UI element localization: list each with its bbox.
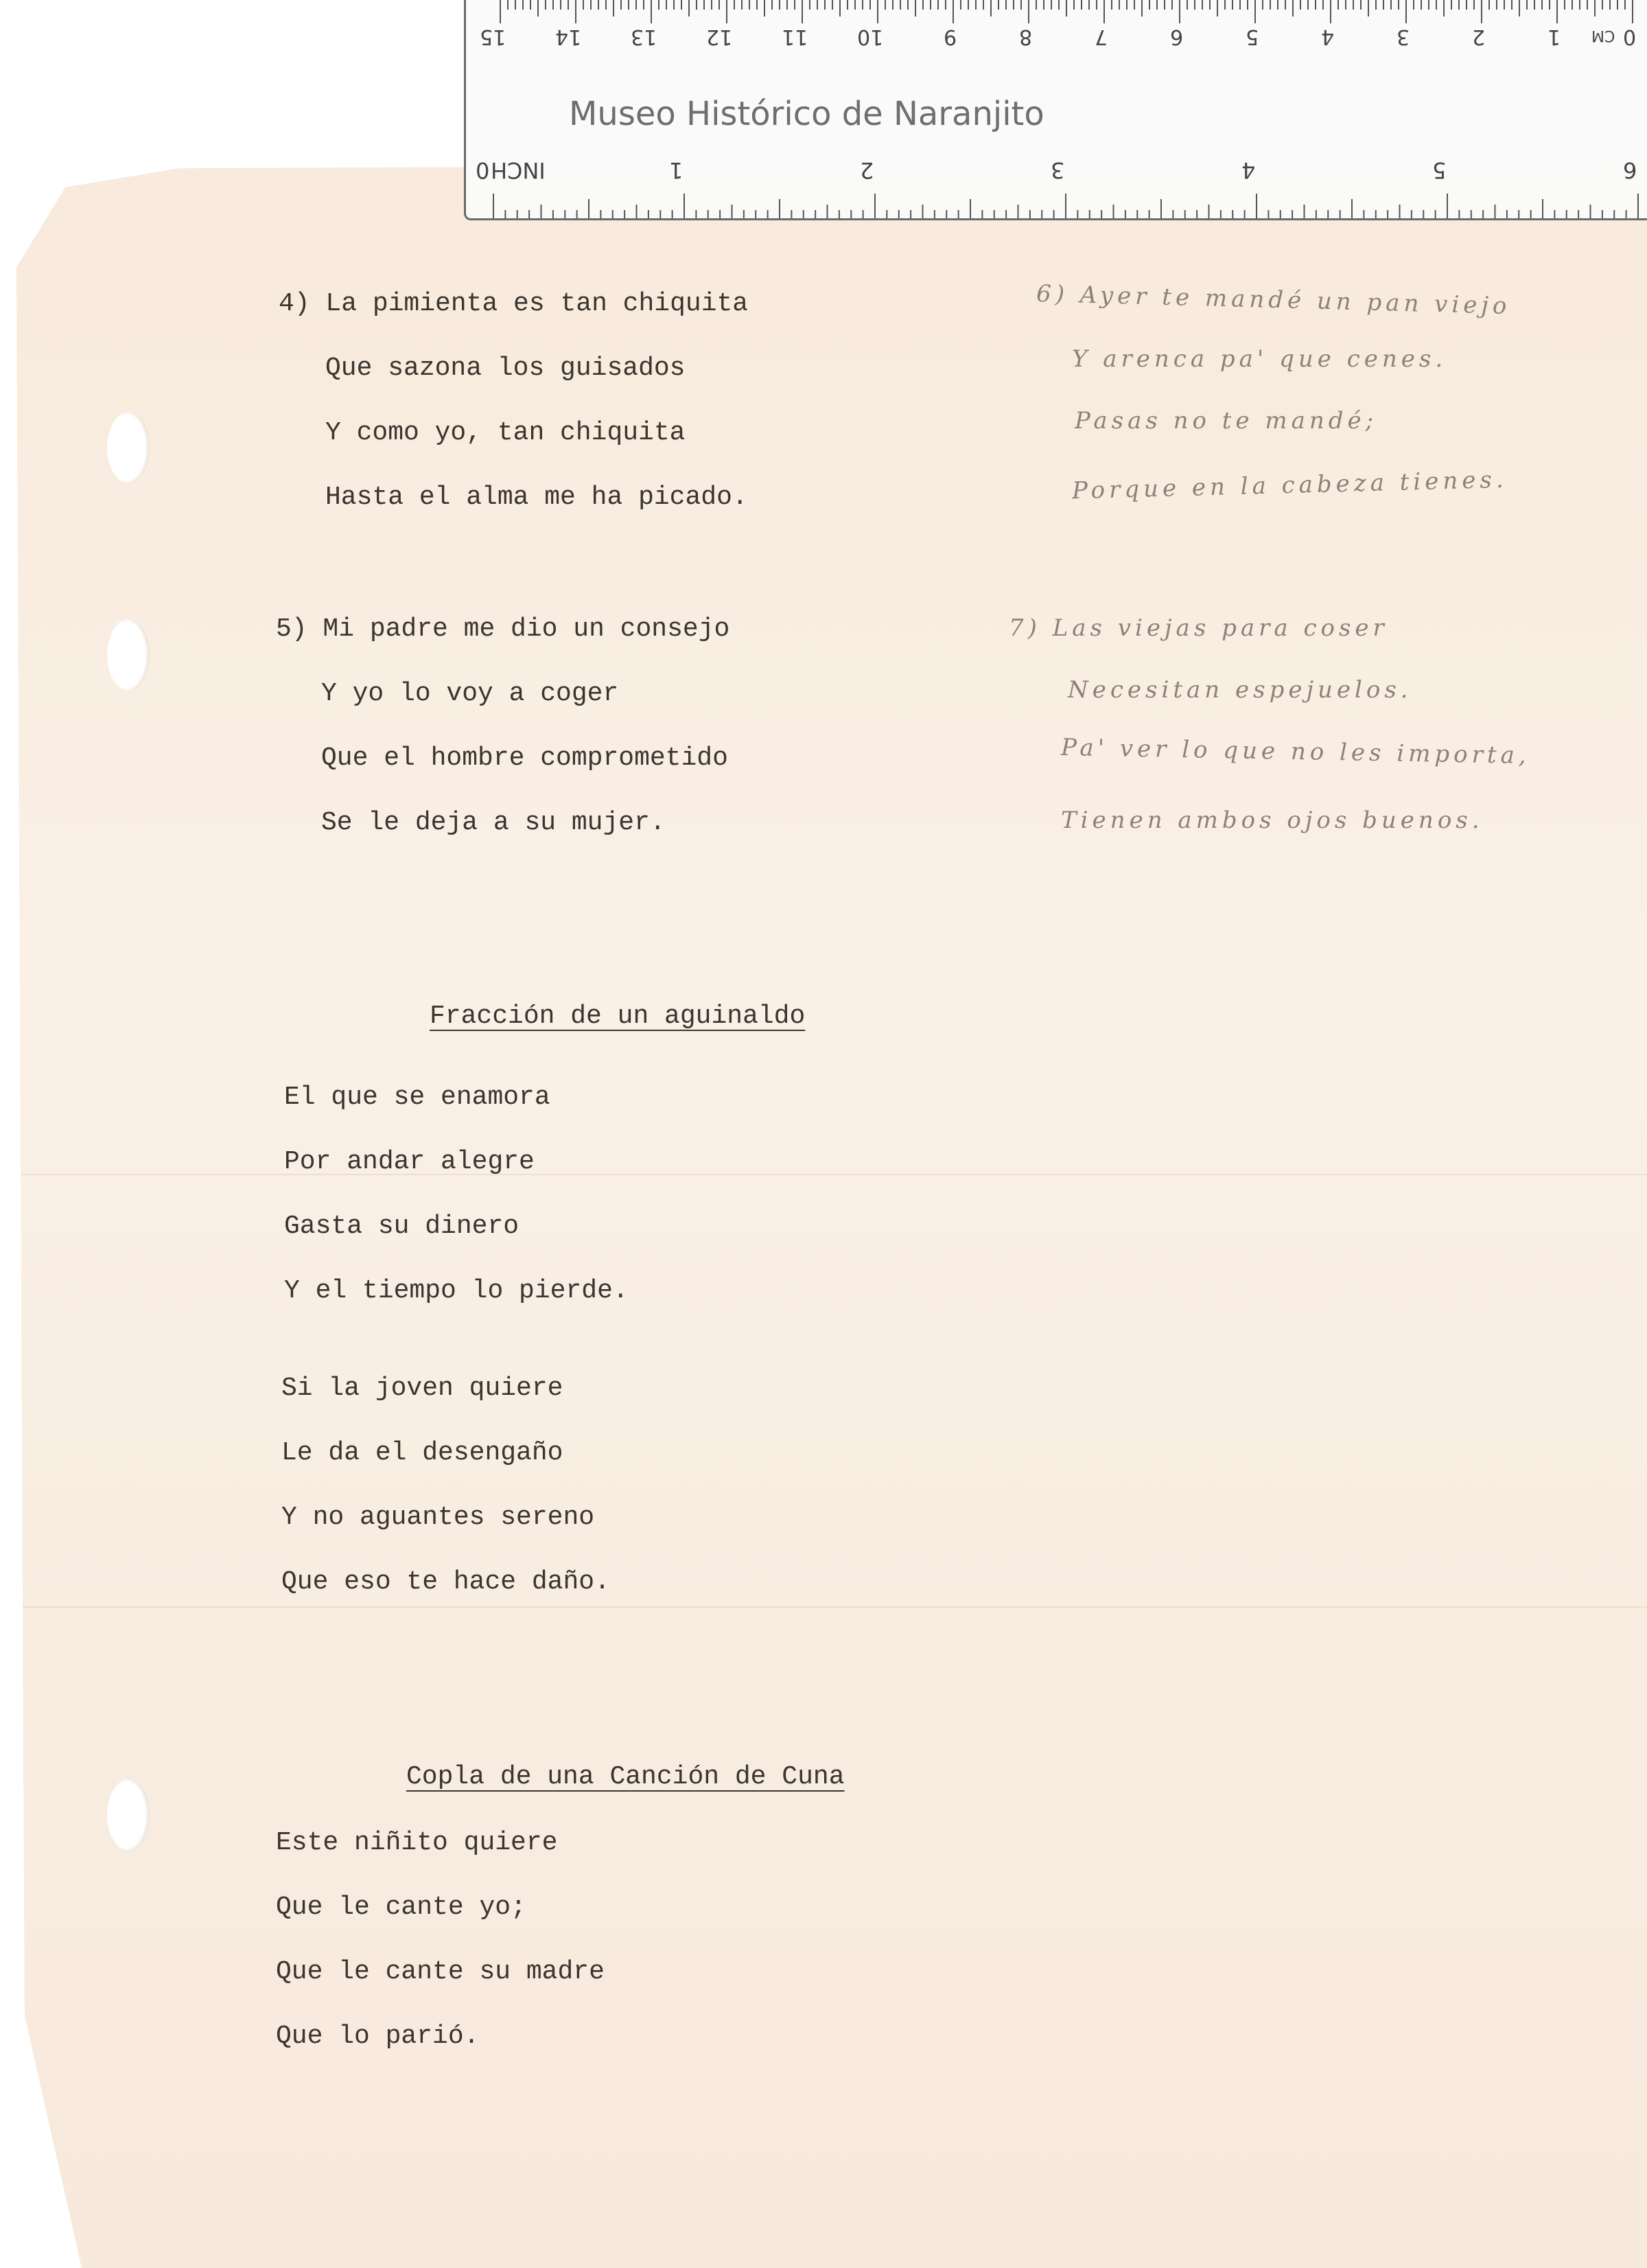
aguinaldo-verse-2-line-1: Si la joven quiere — [281, 1374, 563, 1403]
inch-label-2: 2 — [860, 157, 874, 183]
stanza-4-line-4: Hasta el alma me ha picado. — [325, 483, 748, 512]
aguinaldo-verse-1-line-1: El que se enamora — [284, 1083, 550, 1112]
aguinaldo-verse-1-line-3: Gasta su dinero — [284, 1212, 519, 1241]
handwritten-stanza-6-line-1: 6) Ayer te mandé un pan viejo — [1036, 279, 1511, 321]
inch-label-0: 0 — [476, 157, 490, 183]
stanza-4-line-3: Y como yo, tan chiquita — [325, 418, 686, 448]
cm-label-5: 5 — [1246, 25, 1259, 49]
inch-unit-label: INCH — [491, 157, 546, 183]
handwritten-stanza-7-line-1: 7) Las viejas para coser — [1009, 614, 1388, 642]
cm-label-3: 3 — [1397, 25, 1410, 49]
aguinaldo-verse-2-line-4: Que eso te hace daño. — [281, 1567, 610, 1597]
cm-label-4: 4 — [1321, 25, 1335, 49]
aguinaldo-verse-1-line-2: Por andar alegre — [284, 1147, 535, 1177]
inch-label-5: 5 — [1432, 157, 1447, 183]
punch-hole-top — [107, 412, 150, 483]
cm-label-0: 0 — [1623, 25, 1637, 49]
aguinaldo-verse-2-line-3: Y no aguantes sereno — [281, 1503, 595, 1532]
aguinaldo-verse-2-line-2: Le da el desengaño — [281, 1438, 563, 1468]
handwritten-stanza-7-line-3: Pa' ver lo que no les importa, — [1060, 734, 1530, 769]
punch-hole-middle — [107, 619, 150, 691]
fold-crease-lower — [16, 1606, 1647, 1608]
cm-label-9: 9 — [944, 25, 957, 49]
handwritten-stanza-6-line-2: Y arenca pa' que cenes. — [1072, 345, 1447, 373]
inch-label-1: 1 — [669, 157, 684, 183]
cuna-line-3: Que le cante su madre — [276, 1957, 605, 1987]
museum-watermark: Museo Histórico de Naranjito — [569, 95, 1044, 133]
cm-label-7: 7 — [1095, 25, 1108, 49]
cm-label-10: 10 — [857, 25, 884, 49]
cm-label-11: 11 — [782, 25, 808, 49]
inch-label-6: 6 — [1623, 157, 1637, 183]
cm-label-12: 12 — [706, 25, 733, 49]
stanza-5-line-4: Se le deja a su mujer. — [321, 808, 666, 837]
cm-label-1: 1 — [1547, 25, 1561, 49]
stanza-5-line-1: 5) Mi padre me dio un consejo — [276, 614, 730, 644]
inch-label-4: 4 — [1241, 157, 1256, 183]
handwritten-stanza-7-line-4: Tienen ambos ojos buenos. — [1061, 807, 1484, 834]
inch-label-3: 3 — [1051, 157, 1065, 183]
cuna-line-2: Que le cante yo; — [276, 1893, 526, 1922]
cm-label-8: 8 — [1019, 25, 1033, 49]
cm-label-13: 13 — [631, 25, 657, 49]
handwritten-stanza-6-line-3: Pasas no te mandé; — [1075, 407, 1378, 435]
stanza-4-line-2: Que sazona los guisados — [325, 354, 686, 383]
stanza-5-line-3: Que el hombre comprometido — [321, 743, 728, 773]
stanza-5-line-2: Y yo lo voy a coger — [321, 679, 619, 708]
cm-label-15: 15 — [480, 25, 506, 49]
cuna-line-1: Este niñito quiere — [276, 1828, 558, 1858]
stanza-4-line-1: 4) La pimienta es tan chiquita — [279, 289, 749, 319]
aguinaldo-verse-1-line-4: Y el tiempo lo pierde. — [284, 1276, 629, 1306]
aguinaldo-title: Fracción de un aguinaldo — [430, 1002, 806, 1031]
measurement-ruler — [464, 0, 1647, 220]
cm-unit-label: CM — [1591, 27, 1615, 44]
cuna-title: Copla de una Canción de Cuna — [406, 1762, 845, 1792]
punch-hole-bottom — [107, 1779, 150, 1851]
cuna-line-4: Que lo parió. — [276, 2022, 480, 2051]
handwritten-stanza-6-line-4: Porque en la cabeza tienes. — [1071, 465, 1508, 505]
fold-crease-upper — [16, 1174, 1647, 1175]
cm-label-6: 6 — [1170, 25, 1184, 49]
handwritten-stanza-7-line-2: Necesitan espejuelos. — [1068, 676, 1412, 704]
cm-label-2: 2 — [1472, 25, 1486, 49]
cm-label-14: 14 — [555, 25, 582, 49]
